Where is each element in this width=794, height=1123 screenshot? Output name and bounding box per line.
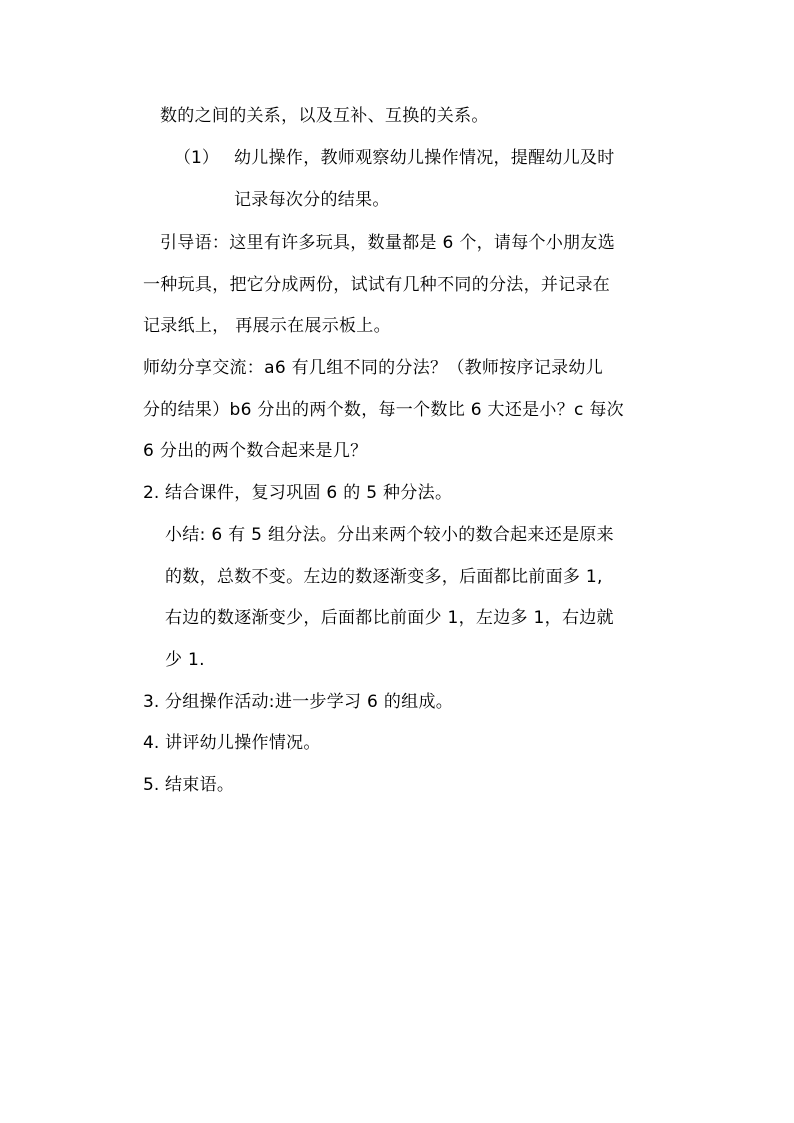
text-line: 右边的数逐渐变少，后面都比前面少 1，左边多 1，右边就 (165, 608, 614, 628)
text-line: 讲评幼儿操作情况。 (165, 733, 321, 753)
text-line: 结合课件，复习巩固 6 的 5 种分法。 (165, 483, 453, 503)
text-line: 分组操作活动:进一步学习 6 的组成。 (165, 692, 454, 712)
text-line: 小结: 6 有 5 组分法。分出来两个较小的数合起来还是原来 (165, 525, 614, 545)
text-line: 数的之间的关系，以及互补、互换的关系。 (160, 106, 489, 126)
text-line: 的数，总数不变。左边的数逐渐变多，后面都比前面多 1, (165, 567, 603, 587)
text-line: 幼儿操作，教师观察幼儿操作情况，提醒幼儿及时 (234, 148, 615, 168)
text-line: 6 分出的两个数合起来是几？ (143, 441, 368, 461)
text-line: 师幼分享交流：a6 有几组不同的分法？（教师按序记录幼儿 (143, 358, 604, 378)
text-line: 分的结果）b6 分出的两个数，每一个数比 6 大还是小？c 每次 (143, 400, 624, 420)
item-number: 2. (143, 483, 160, 503)
item-number: 3. (143, 692, 160, 712)
text-line: 少 1. (165, 650, 205, 670)
item-number: 5. (143, 775, 160, 795)
item-number: （1） (174, 148, 219, 168)
text-line: 记录纸上， 再展示在展示板上。 (143, 316, 391, 336)
item-number: 4. (143, 733, 160, 753)
text-line: 引导语：这里有许多玩具，数量都是 6 个，请每个小朋友选 (160, 233, 616, 253)
text-line: 一种玩具，把它分成两份，试试有几种不同的分法，并记录在 (143, 275, 611, 295)
text-line: 结束语。 (165, 775, 235, 795)
text-line: 记录每次分的结果。 (234, 190, 390, 210)
